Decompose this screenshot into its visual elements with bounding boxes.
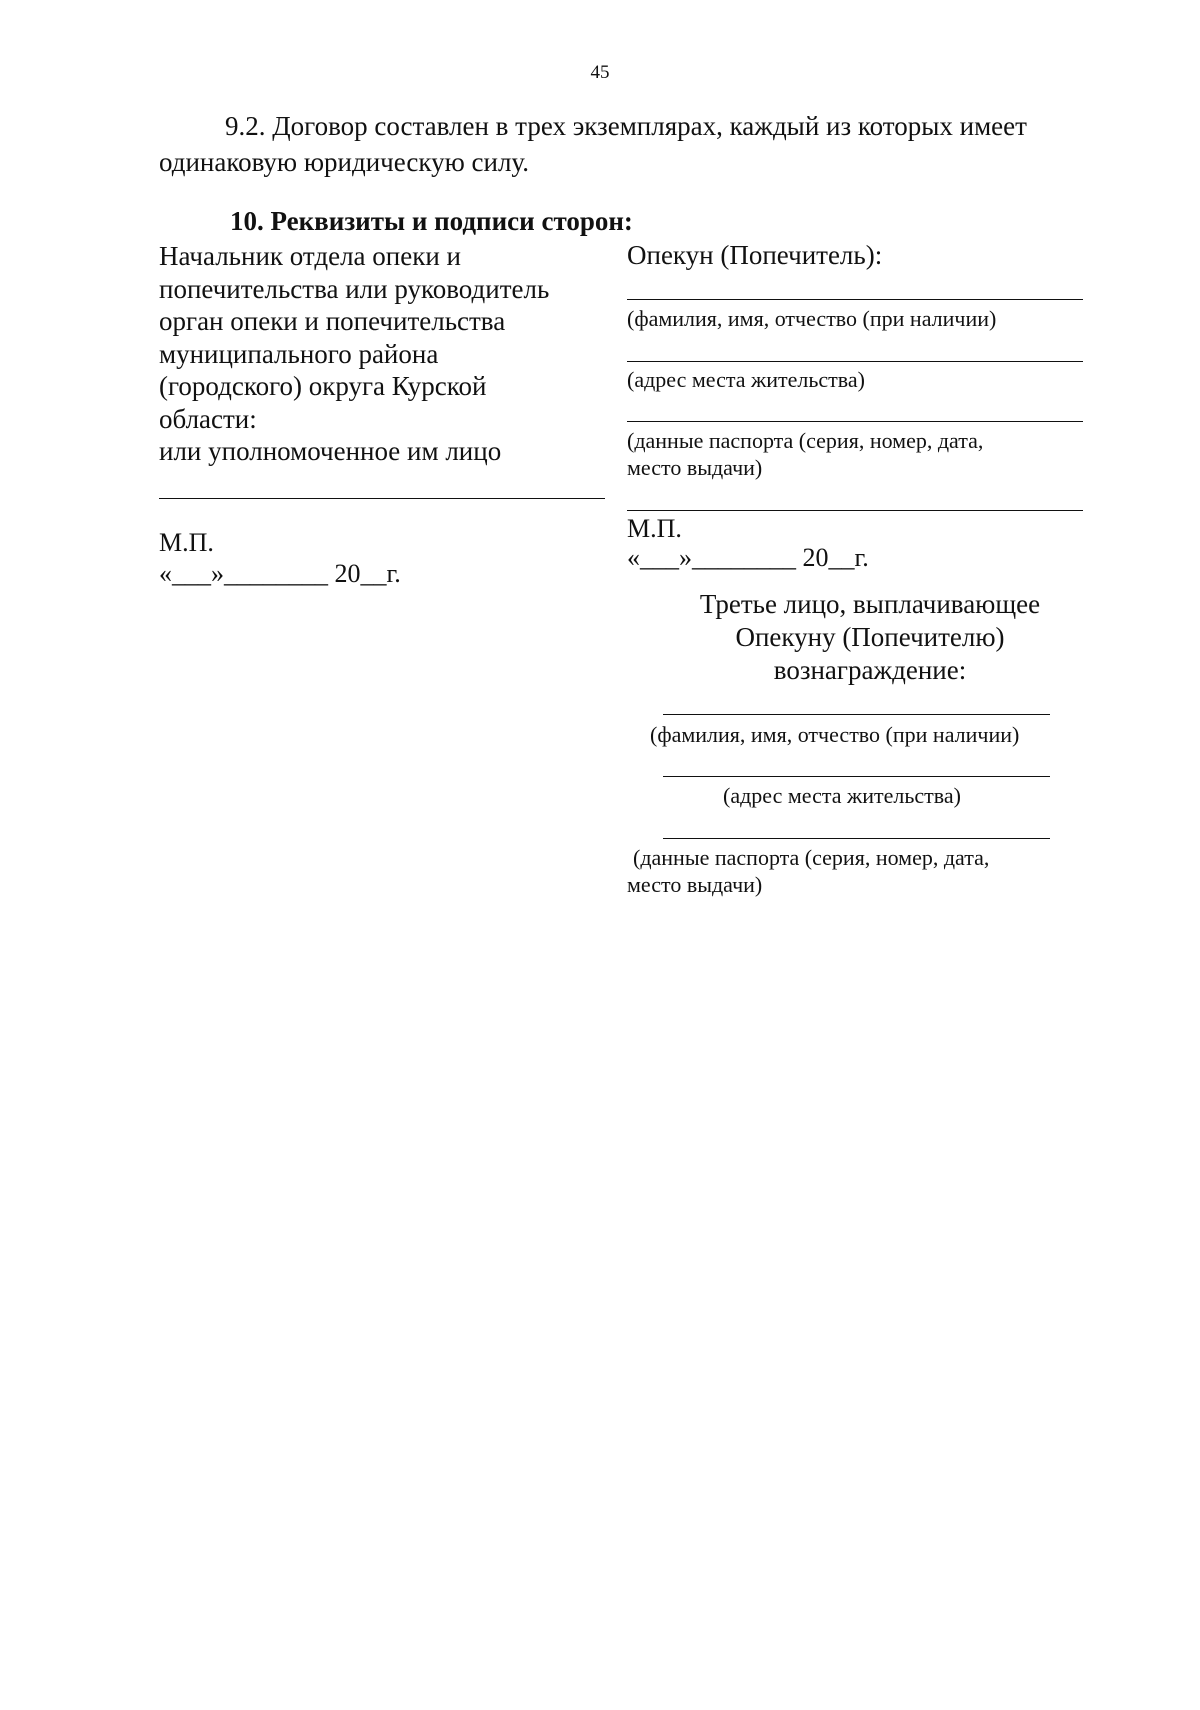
- third-party-title: [640, 588, 1100, 687]
- left-party-line: муниципального района: [159, 338, 439, 369]
- third-party-passport-line: [663, 838, 1050, 839]
- guardian-passport-caption-1: (данные паспорта (серия, номер, дата,: [627, 428, 984, 453]
- third-party-address-line: [663, 776, 1050, 777]
- guardian-fio-line: [627, 299, 1083, 300]
- left-party-line: области:: [159, 403, 257, 434]
- guardian-date-line: «___»________ 20__г.: [627, 543, 869, 572]
- left-party-line: (городского) округа Курской: [159, 371, 487, 401]
- guardian-address-caption: (адрес места жительства): [627, 367, 865, 392]
- clause-9-2-line-2: одинаковую юридическую силу.: [159, 147, 529, 177]
- guardian-passport-line: [627, 421, 1083, 422]
- third-party-fio-caption: (фамилия, имя, отчество (при наличии): [650, 722, 1020, 747]
- third-party-passport-caption-2: место выдачи): [627, 872, 763, 897]
- third-party-passport-caption-1: (данные паспорта (серия, номер, дата,: [633, 845, 990, 870]
- guardian-fio-caption: (фамилия, имя, отчество (при наличии): [627, 306, 997, 331]
- left-party-line: орган опеки и попечительства: [159, 306, 506, 336]
- guardian-signature-line: [627, 510, 1083, 511]
- left-party-line: Начальник отдела опеки и: [159, 241, 461, 271]
- third-party-title-line: вознаграждение:: [773, 655, 967, 685]
- guardian-title: Опекун (Попечитель):: [627, 240, 883, 270]
- guardian-passport-caption-2: место выдачи): [627, 455, 763, 480]
- third-party-fio-line: [663, 714, 1050, 715]
- page-number: 45: [590, 62, 610, 83]
- third-party-title-line: Третье лицо, выплачивающее: [699, 589, 1041, 619]
- left-party-line: или уполномоченное им лицо: [159, 436, 502, 466]
- guardian-stamp-label: М.П.: [627, 514, 682, 543]
- left-party-block: [159, 240, 549, 468]
- left-signature-line: [159, 498, 605, 499]
- left-date-line: «___»________ 20__г.: [159, 559, 401, 588]
- third-party-title-line: Опекуну (Попечителю): [735, 622, 1005, 652]
- guardian-address-line: [627, 361, 1083, 362]
- left-party-line: попечительства или руководитель: [159, 273, 550, 304]
- clause-9-2-line-1: 9.2. Договор составлен в трех экземплярах, каждый из которых имеет: [225, 111, 1027, 141]
- section-10-heading: 10. Реквизиты и подписи сторон:: [230, 206, 633, 236]
- left-stamp-label: М.П.: [159, 528, 214, 557]
- third-party-address-caption: (адрес места жительства): [723, 783, 961, 808]
